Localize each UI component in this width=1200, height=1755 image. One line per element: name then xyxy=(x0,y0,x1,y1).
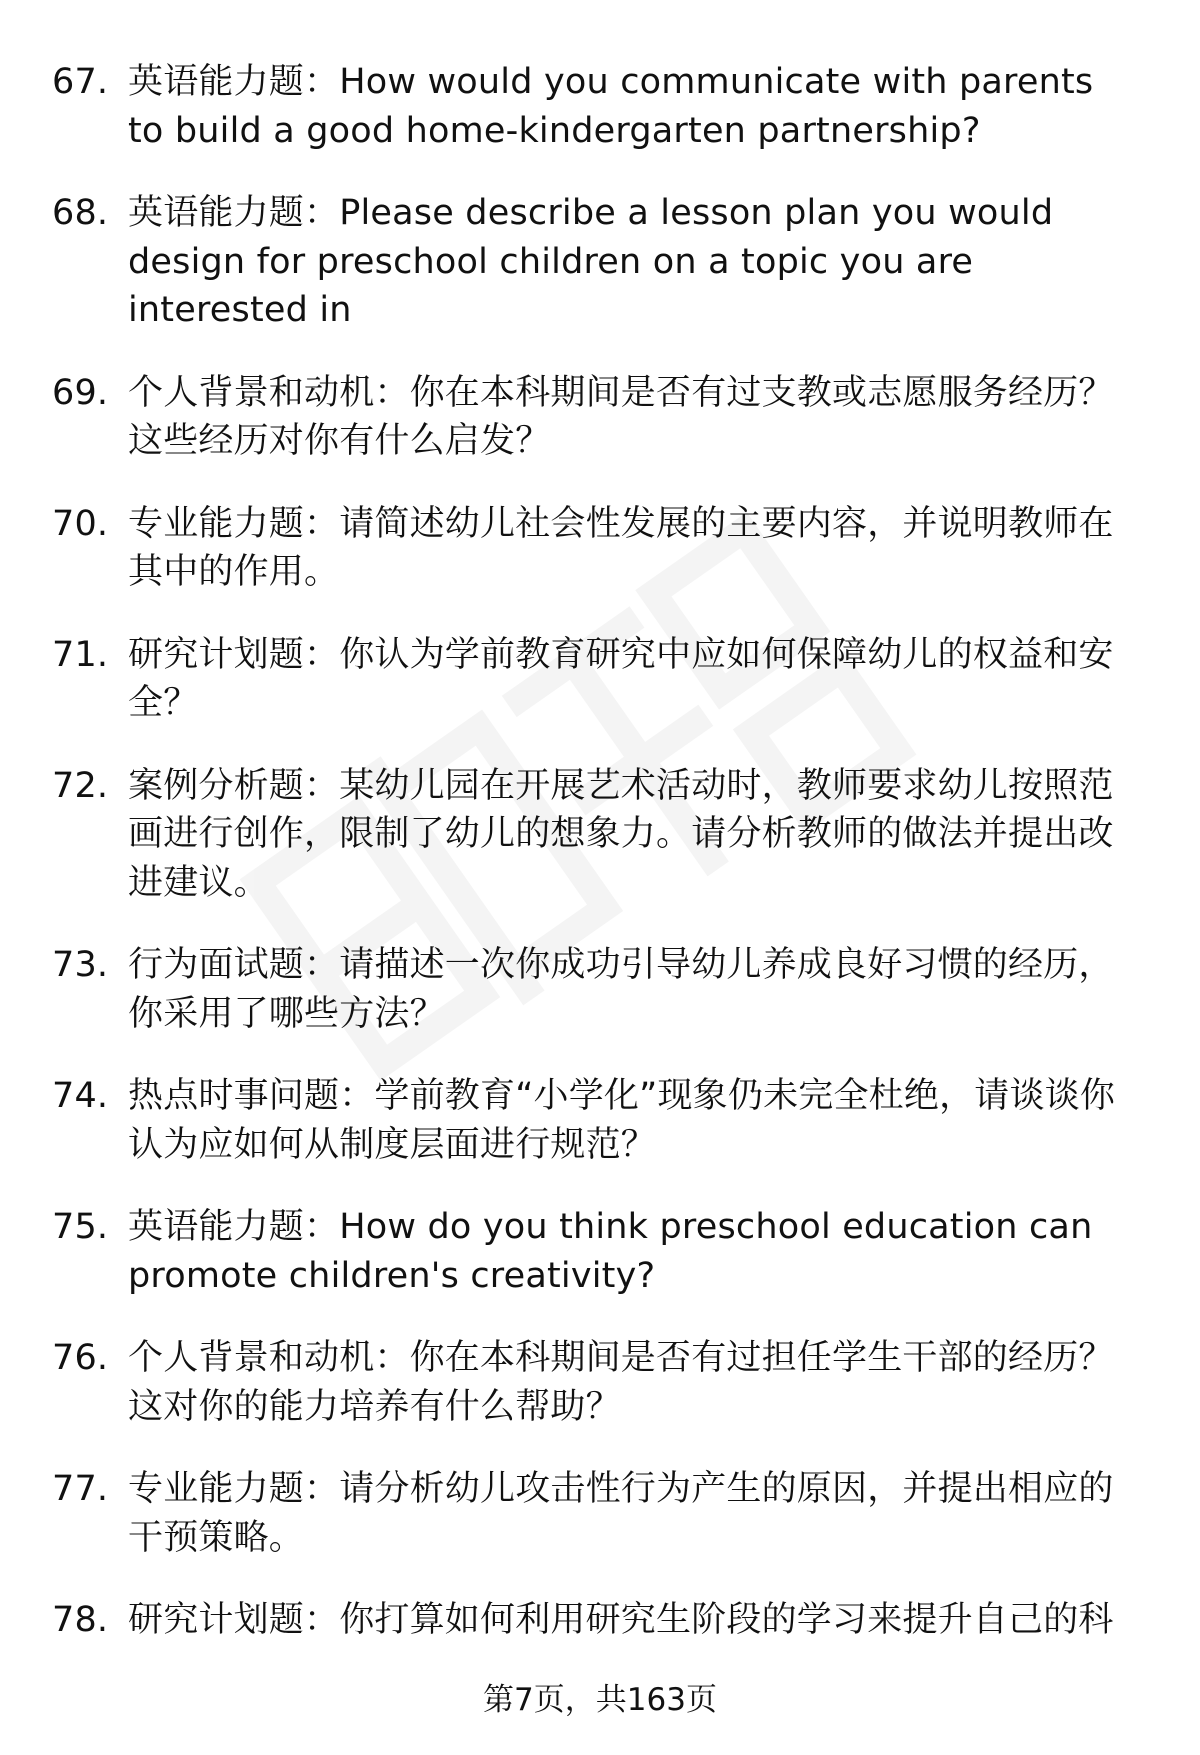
question-text: 专业能力题：请简述幼儿社会性发展的主要内容，并说明教师在其中的作用。 xyxy=(128,503,1114,592)
question-item xyxy=(0,762,1140,908)
question-number: 78. xyxy=(52,1600,109,1640)
question-text: 个人背景和动机：你在本科期间是否有过支教或志愿服务经历？这些经历对你有什么启发？ xyxy=(128,372,1114,461)
question-number: 73. xyxy=(52,945,109,985)
question-item xyxy=(0,1203,1140,1300)
question-item xyxy=(0,1334,1140,1431)
question-number: 67. xyxy=(52,62,109,102)
question-number: 68. xyxy=(52,193,109,233)
question-text: 热点时事问题：学前教育“小学化”现象仍未完全杜绝，请谈谈你认为应如何从制度层面进行规范？ xyxy=(128,1076,1116,1165)
question-text: 案例分析题：某幼儿园在开展艺术活动时，教师要求幼儿按照范画进行创作，限制了幼儿的想象力。请分析教师的做法并提出改进建议。 xyxy=(128,765,1114,903)
question-item xyxy=(0,58,1140,155)
question-item xyxy=(0,369,1140,466)
question-number: 77. xyxy=(52,1469,109,1509)
question-text: 英语能力题：How do you think preschool education can promote children's creativity? xyxy=(128,1207,1093,1296)
question-list xyxy=(0,58,1200,1679)
question-number: 72. xyxy=(52,765,109,806)
question-text: 研究计划题：你认为学前教育研究中应如何保障幼儿的权益和安全？ xyxy=(128,634,1114,723)
question-number: 74. xyxy=(52,1076,109,1116)
question-text: 个人背景和动机：你在本科期间是否有过担任学生干部的经历？这对你的能力培养有什么帮助？ xyxy=(128,1338,1114,1427)
question-number: 71. xyxy=(52,634,109,675)
question-item xyxy=(0,1465,1140,1562)
question-item xyxy=(0,1072,1140,1169)
question-item xyxy=(0,1596,1140,1645)
question-number: 69. xyxy=(52,372,109,413)
question-text: 英语能力题：How would you communicate with parents to build a good home-kindergarten partnership? xyxy=(128,62,1094,151)
question-item xyxy=(0,631,1140,728)
question-text: 行为面试题：请描述一次你成功引导幼儿养成良好习惯的经历，你采用了哪些方法？ xyxy=(128,945,1114,1034)
page-footer: 第7页，共163页 xyxy=(483,1682,717,1718)
question-text: 英语能力题：Please describe a lesson plan you would design for preschool children on a topic you are interested in xyxy=(128,193,1054,330)
question-item xyxy=(0,500,1140,597)
question-item xyxy=(0,941,1140,1038)
question-text: 专业能力题：请分析幼儿攻击性行为产生的原因，并提出相应的干预策略。 xyxy=(128,1469,1114,1558)
question-number: 75. xyxy=(52,1207,109,1247)
question-number: 70. xyxy=(52,503,109,544)
question-number: 76. xyxy=(52,1338,109,1378)
question-item xyxy=(0,189,1140,335)
question-text: 研究计划题：你打算如何利用研究生阶段的学习来提升自己的科 xyxy=(128,1600,1114,1640)
